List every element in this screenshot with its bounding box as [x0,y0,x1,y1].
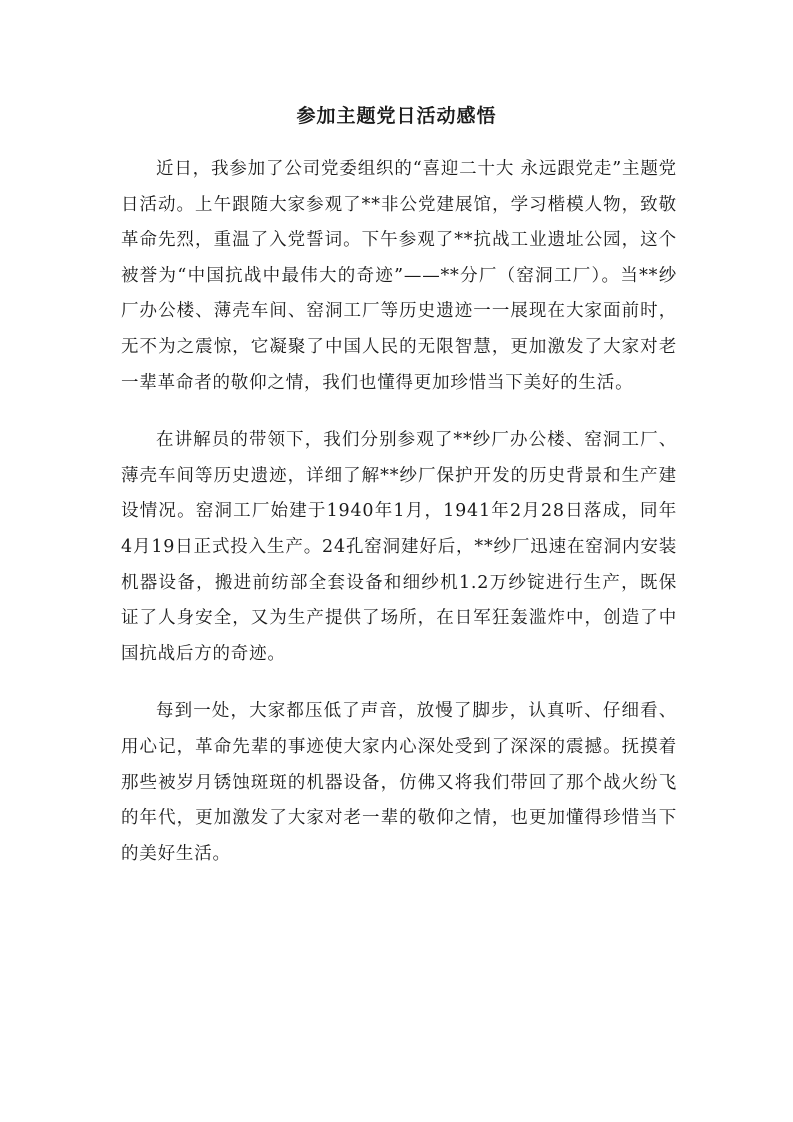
document-body [121,152,677,894]
paragraph-2: 在讲解员的带领下，我们分别参观了**纱厂办公楼、窑洞工厂、薄壳车间等历史遗迹，详细了解**纱厂保护开发的历史背景和生产建设情况。窑洞工厂始建于1940年1月，1941年2月28日落成，同年4月19日正式投入生产。24孔窑洞建好后，**纱厂迅速在窑洞内安装机器设备，搬进前纺部全套设备和细纱机1.2万纱锭进行生产，既保证了人身安全，又为生产提供了场所，在日军狂轰滥炸中，创造了中国抗战后方的奇迹。 [121,430,677,664]
document-title: 参加主题党日活动感悟 [296,105,497,127]
paragraph-1: 近日，我参加了公司党委组织的“喜迎二十大 永远跟党走”主题党日活动。上午跟随大家参观了**非公党建展馆，学习楷模人物，致敬革命先烈，重温了入党誓词。下午参观了**抗战工业遗址公园，这个被誉为“中国抗战中最伟大的奇迹”——**分厂（窑洞工厂）。当**纱厂办公楼、薄壳车间、窑洞工厂等历史遗迹一一展现在大家面前时，无不为之震惊，它凝聚了中国人民的无限智慧，更加激发了大家对老一辈革命者的敬仰之情，我们也懂得更加珍惜当下美好的生活。 [121,159,677,393]
paragraph-3: 每到一处，大家都压低了声音，放慢了脚步，认真听、仔细看、用心记，革命先辈的事迹使大家内心深处受到了深深的震撼。抚摸着那些被岁月锈蚀斑斑的机器设备，仿佛又将我们带回了那个战火纷飞的年代，更加激发了大家对老一辈的敬仰之情，也更加懂得珍惜当下的美好生活。 [121,701,677,864]
